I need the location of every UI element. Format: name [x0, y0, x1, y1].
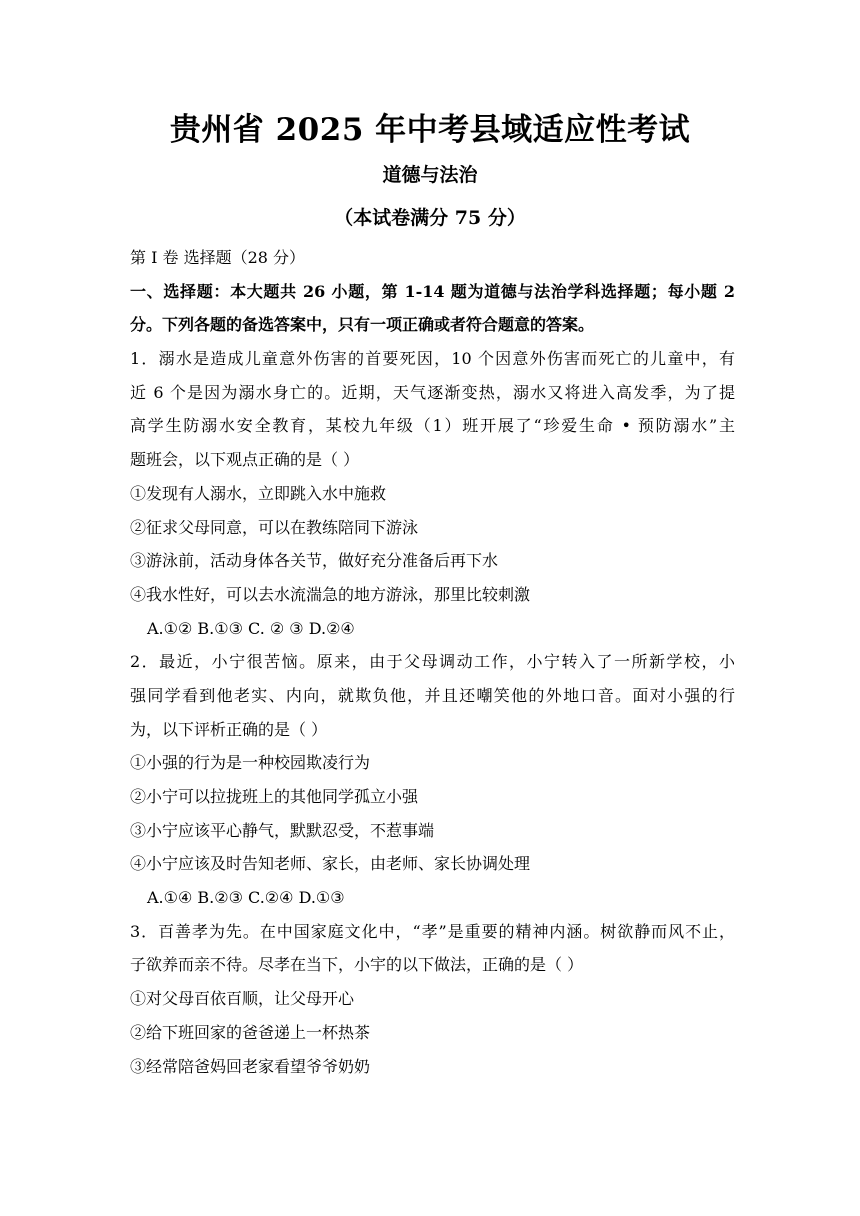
question-stem-line: 子欲养而亲不待。尽孝在当下，小宇的以下做法，正确的是（ ）: [130, 955, 584, 975]
question-3: [130, 915, 735, 1083]
question-options: A.①④ B.②③ C.②④ D.①③: [147, 888, 345, 908]
question-options: A.①② B.①③ C. ② ③ D.②④: [147, 618, 355, 638]
question-item: ③小宁应该平心静气，默默忍受，不惹事端: [130, 820, 435, 840]
question-item: ①对父母百依百顺，让父母开心: [130, 989, 355, 1009]
question-item: ②给下班回家的爸爸递上一杯热茶: [130, 1022, 371, 1042]
exam-score-note: （本试卷满分 75 分）: [334, 207, 526, 229]
question-stem-line: 2．最近，小宁很苦恼。原来，由于父母调动工作，小宁转入了一所新学校，小: [130, 652, 735, 672]
exam-subject: 道德与法治: [382, 164, 478, 186]
question-1: [130, 342, 735, 645]
question-stem-line: 为，以下评析正确的是（ ）: [130, 719, 328, 739]
question-item: ④小宁应该及时告知老师、家长，由老师、家长协调处理: [130, 854, 531, 874]
question-item: ②征求父母同意，可以在教练陪同下游泳: [130, 517, 419, 537]
question-stem-line: 1．溺水是造成儿童意外伤害的首要死因，10 个因意外伤害而死亡的儿童中，有: [130, 349, 735, 369]
section-label: 第 I 卷 选择题（28 分）: [130, 248, 306, 267]
section-instructions-line: 分。下列各题的备选答案中，只有一项正确或者符合题意的答案。: [130, 315, 595, 335]
question-item: ④我水性好，可以去水流湍急的地方游泳，那里比较刺激: [130, 584, 531, 604]
question-item: ③游泳前，活动身体各关节，做好充分准备后再下水: [130, 551, 499, 571]
question-2: [130, 645, 735, 915]
question-item: ③经常陪爸妈回老家看望爷爷奶奶: [130, 1056, 371, 1076]
exam-title: 贵州省 2025 年中考县域适应性考试: [169, 112, 691, 148]
question-stem-line: 强同学看到他老实、内向，就欺负他，并且还嘲笑他的外地口音。面对小强的行: [130, 685, 735, 705]
section-instructions-line: 一、选择题：本大题共 26 小题，第 1-14 题为道德与法治学科选择题；每小题 2: [130, 281, 735, 301]
question-stem-line: 近 6 个是因为溺水身亡的。近期，天气逐渐变热，溺水又将进入高发季，为了提: [130, 382, 735, 402]
question-stem-line: 3．百善孝为先。在中国家庭文化中，“孝”是重要的精神内涵。树欲静而风不止，: [130, 921, 735, 941]
question-stem-line: 高学生防溺水安全教育，某校九年级（1）班开展了“珍爱生命 • 预防溺水”主: [130, 416, 735, 436]
question-stem-line: 题班会，以下观点正确的是（ ）: [130, 450, 360, 470]
question-item: ①发现有人溺水，立即跳入水中施救: [130, 483, 387, 503]
exam-content: [130, 241, 735, 1083]
question-item: ①小强的行为是一种校园欺凌行为: [130, 753, 371, 773]
question-item: ②小宁可以拉拢班上的其他同学孤立小强: [130, 787, 419, 806]
